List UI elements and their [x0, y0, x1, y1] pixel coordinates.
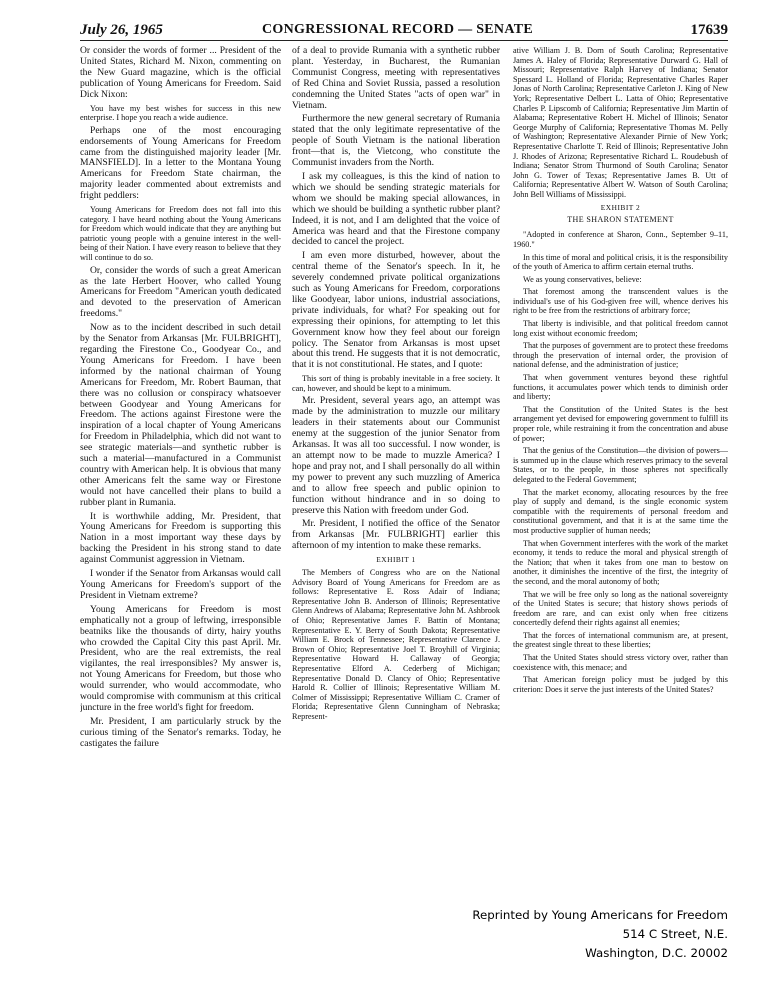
col3-paragraph: "Adopted in conference at Sharon, Conn., September 9–11, 1960." [513, 230, 728, 249]
col1-paragraph: Or, consider the words of such a great American as the late Herbert Hoover, who called Young Americans for Freedom "American youth dedicated and devoted to the preservation of American freedoms." [80, 264, 281, 320]
col1-paragraph: Young Americans for Freedom does not fall into this category. I have heard nothing about the Young Americans for Freedom which would indicate that they are anything but patriotic young people with a genuine interest in the well-being of their Nation. I have every reason to believe that they will continue to do so. [80, 205, 281, 263]
col1-paragraph: Perhaps one of the most encouraging endorsements of Young Americans for Freedom came from the distinguished majority leader [Mr. MANSFIELD]. In a letter to the Montana Young Americans for Freedom State chairman, the majority leader commented about extremists and fright peddlers: [80, 124, 281, 202]
page-header [80, 22, 728, 42]
col1-paragraph: You have my best wishes for success in this new enterprise. I hope you reach a wide audience. [80, 103, 281, 123]
col3-paragraph: That when government ventures beyond these rightful functions, it accumulates power which tends to diminish order and liberty; [513, 373, 728, 402]
col3-paragraph: That the genius of the Constitution—the division of powers—is summed up in the clause which reserves primacy to the several States, or to the people, in those spheres not specifically delegated to the Federal Government; [513, 446, 728, 484]
reprint-line-2: 514 C Street, N.E. [622, 927, 728, 941]
header-page-number: 17639 [690, 22, 728, 38]
col3-paragraph: That the purposes of government are to protect these freedoms through the preservation of internal order, the provision of national defense, and the administration of justice; [513, 341, 728, 370]
column-1 [80, 46, 281, 986]
col3-paragraph: That when Government interferes with the work of the market economy, it tends to reduce the moral and physical strength of the Nation; that when it takes from one man to bestow on another, it diminishes the incentive of the first, the integrity of the second, and the moral autonomy of both; [513, 538, 728, 586]
header-rule [80, 40, 728, 41]
col3-paragraph: That American foreign policy must be judged by this criterion: Does it serve the just interests of the United States? [513, 675, 728, 694]
col3-paragraph: That we will be free only so long as the national sovereignty of the United States is secure; that history shows periods of freedom are rare, and can exist only when free citizens concertedly defend their rights against all enemies; [513, 589, 728, 628]
col3-paragraph: That the Constitution of the United States is the best arrangement yet devised for empowering government to fulfill its proper role, while restraining it from the concentration and abuse of power; [513, 404, 728, 443]
col3-paragraph: THE SHARON STATEMENT [567, 215, 674, 225]
reprint-notice [450, 906, 728, 963]
col1-paragraph: Now as to the incident described in such detail by the Senator from Arkansas [Mr. FULBRIGHT], regarding the Firestone Co., Goodyear Co., and Young Americans for Freedom. I have been informed by the national chairman of Young Americans for Freedom, Mr. Robert Bauman, that there was no collusion or conspiracy whatsoever between Goodyear and Young Americans for Freedom. The actions against Firestone were the inspiration of a local chapter of Young Americans for Freedom in Philadelphia, which did not want to see strategic materials—and synthetic rubber is such a material—manufactured in a Communist country with American help. It is obvious that many other Americans felt the same way or Firestone would not have cancelled their plans to build a rubber plant in Rumania. [80, 322, 281, 508]
col2-paragraph: of a deal to provide Rumania with a synthetic rubber plant. Yesterday, in Bucharest, the Rumanian Communist Congress, meeting with representatives of Red China and Soviet Russia, passed a resolution condemning the United States "acts of open war" in Vietnam. [292, 46, 500, 111]
col2-paragraph: I ask my colleagues, is this the kind of nation to which we should be sending strategic materials for whom we should be making special allowances, in which we should be building a synthetic rubber plant? Indeed, it is not, and I am delighted that the voice of America was heard and that the Firestone company decided to cancel the project. [292, 170, 500, 248]
col1-paragraph: Mr. President, I am particularly struck by the curious timing of the Senator's remarks. Today, he castigates the failure [80, 715, 281, 749]
col2-paragraph: Furthermore the new general secretary of Rumania stated that the only legitimate representative of the people of South Vietnam is the national liberation front—that is, the Vietcong, who constitute the Communist invaders from the North. [292, 113, 500, 169]
col2-paragraph: Mr. President, several years ago, an attempt was made by the administration to muzzle our military leaders in their statements about our Communist enemy at the suggestion of the junior Senator from Arkansas. It was all too successful. I now wonder, is an attempt now to be made to muzzle America? I hope and pray not, and I shall personally do all within my power to prevent any such muzzling of America and to allow free speech and public opinion to function without hindrance and in so doing to preserve this Nation with freedom under God. [292, 395, 500, 516]
col3-paragraph: That the United States should stress victory over, rather than coexistence with, this menace; and [513, 653, 728, 672]
col3-paragraph: EXHIBIT 2 [600, 202, 641, 212]
header-title: CONGRESSIONAL RECORD — SENATE [262, 22, 533, 37]
col2-paragraph: Mr. President, I notified the office of the Senator from Arkansas [Mr. FULBRIGHT] earlier this afternoon of my intention to make these remarks. [292, 518, 500, 552]
column-2 [292, 46, 500, 986]
col1-paragraph: Or consider the words of former ... President of the United States, Richard M. Nixon, commenting on the New Guard magazine, which is the official publication of Young Americans for Freedom. Said Dick Nixon: [80, 46, 281, 100]
col3-paragraph: ative William J. B. Dorn of South Carolina; Representative James A. Haley of Florida; Representative Durward G. Hall of Missouri; Representative Ralph Harvey of Indiana; Senator Spessard L. Holland of Florida; Representative Charles Raper Jonas of North Carolina; Representative Carleton J. King of New York; Representative Delbert L. Latta of Ohio; Representative Charles P. Lipscomb of California; Representative Jim Martin of Alabama; Representative Robert H. Michel of Illinois; Senator George Murphy of California; Representative Thomas M. Pelly of Washington; Representative Alexander Pirnie of New York; Representative Charlotte T. Reid of Illinois; Representative John J. Rhodes of Arizona; Representative Richard L. Roudebush of Indiana; Senator Strom Thurmond of South Carolina; Senator John G. Tower of Texas; Representative James B. Utt of California; Representative Albert W. Watson of South Carolina; John Bell Williams of Mississippi. [513, 46, 728, 199]
col3-paragraph: We as young conservatives, believe: [523, 274, 642, 284]
header-date: July 26, 1965 [80, 22, 163, 38]
reprint-line-3: Washington, D.C. 20002 [585, 946, 728, 960]
col3-paragraph: That foremost among the transcendent values is the individual's use of his God-given free will, whence derives his right to be free from the restrictions of arbitrary force; [513, 287, 728, 316]
col2-paragraph: I am even more disturbed, however, about the central theme of the Senator's speech. In it, he severely condemned private political organizations such as Young Americans for Freedom, corporations like Goodyear, labor unions, industrial associations, private individuals, for what? For speaking out for expressing their opinions, for attempting to let this Government know how they feel about our foreign policy. The Senator from Arkansas is most upset about this trend. He suggests that it is not democratic, that it is not constitutional. He states, and I quote: [292, 250, 500, 371]
col1-paragraph: Young Americans for Freedom is most emphatically not a group of leftwing, irresponsible beatniks like the thousands of dirty, hairy youths who crowded the Capital City this past April. Mr. President, who are the real extremists, the real vigilantes, the real irresponsibles? My answer is, not Young Americans for Freedom, but those who would surrender, who would accommodate, who would compromise with communism at this critical juncture in the free world's fight for freedom. [80, 603, 281, 713]
col2-paragraph: The Members of Congress who are on the National Advisory Board of Young Americans for Freedom are as follows: Representative E. Ross Adair of Indiana; Representative John B. Anderson of Illinois; Representative Glenn Andrews of Alabama; Representative John M. Ashbrook of Ohio; Representative James F. Battin of Montana; Representative E. Y. Berry of South Dakota; Representative William E. Brock of Tennessee; Representative Clarence J. Brown of Ohio; Representative Joel T. Broyhill of Virginia; Representative Howard H. Callaway of Georgia; Representative Elford A. Cederberg of Michigan; Representative Donald D. Clancy of Ohio; Representative Harold R. Collier of Illinois; Representative William M. Colmer of Mississippi; Representative William C. Cramer of Florida; Representative Glenn Cunningham of Nebraska; Represent- [292, 568, 500, 721]
reprint-line-1: Reprinted by Young Americans for Freedom [472, 908, 728, 922]
col1-paragraph: I wonder if the Senator from Arkansas would call Young Americans for Freedom's support of the President in Vietnam extreme? [80, 568, 281, 601]
col1-paragraph: It is worthwhile adding, Mr. President, that Young Americans for Freedom is supporting this Nation in a most important way these days by backing the President in his strong stand to date against Communist aggression in Vietnam. [80, 510, 281, 566]
col3-paragraph: In this time of moral and political crisis, it is the responsibility of the youth of America to affirm certain eternal truths. [513, 252, 728, 272]
col3-paragraph: That the market economy, allocating resources by the free play of supply and demand, is the single economic system compatible with the requirements of personal freedom and constitutional government, and that it is at the same time the most productive supplier of human needs; [513, 487, 728, 535]
column-3 [513, 46, 728, 826]
col3-paragraph: That the forces of international communism are, at present, the greatest single threat to these liberties; [513, 630, 728, 650]
col3-paragraph: That liberty is indivisible, and that political freedom cannot long exist without economic freedom; [513, 319, 728, 338]
col2-paragraph: EXHIBIT 1 [376, 555, 416, 565]
col2-paragraph: This sort of thing is probably inevitable in a free society. It can, however, and should be kept to a minimum. [292, 374, 500, 393]
